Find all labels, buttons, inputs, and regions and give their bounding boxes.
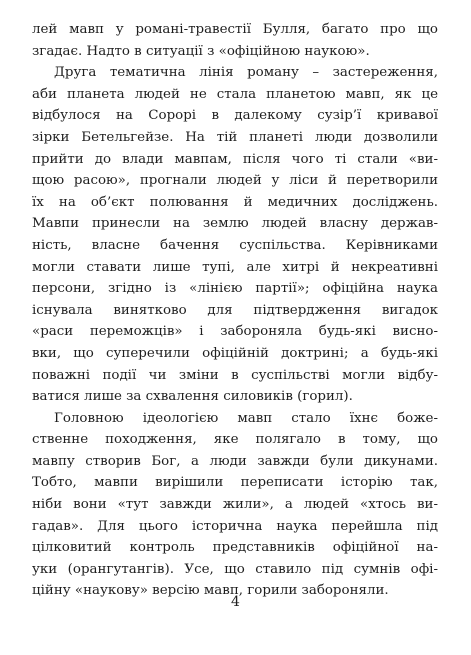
text-line-14: існувала винятково для підтвердження вигадок	[32, 302, 438, 318]
text-line-25: цілковитий контроль представників офіційної на-	[32, 540, 438, 556]
text-line-13: персони, згідно із «лінією партії»; офіційна наука	[32, 281, 438, 297]
text-line-17: поважні події чи зміни в суспільстві могли відбу-	[32, 367, 438, 383]
text-line-1: лей мавп у романі-травестії Булля, багато про що	[32, 22, 438, 37]
text-line-8: щою расою», прогнали людей у ліси й перетворили	[32, 173, 438, 189]
text-line-7: прийти до влади мавпам, після чого ті стали «ви-	[32, 151, 438, 167]
text-line-23: ніби вони «тут завжди жили», а людей «хтось ви-	[32, 497, 438, 513]
text-line-10: Мавпи принесли на землю людей власну держав-	[32, 216, 438, 232]
text-line-3: Друга тематична лінія роману – застереження,	[54, 65, 438, 81]
text-line-19: Головною ідеологією мавп стало їхнє боже-	[54, 410, 438, 426]
text-line-22: Тобто, мавпи вирішили переписати історію так,	[32, 475, 438, 491]
text-line-11: ність, власне бачення суспільства. Керівниками	[32, 237, 438, 253]
text-line-15: «раси переможців» і забороняла будь-які висно-	[32, 324, 438, 340]
paragraph-1	[32, 19, 438, 62]
text-line-27: ційну «наукову» версію мавп, горили забороняли.	[32, 583, 389, 599]
text-line-4: аби планета людей не стала планетою мавп, як це	[32, 86, 438, 102]
text-line-12: могли ставати лише тупі, але хитрі й некреативні	[32, 259, 438, 275]
text-line-26: уки (орангутангів). Усе, що ставило під сумнів офі-	[32, 561, 438, 577]
text-line-9: їх на об’єкт полювання й медичних досліджень.	[32, 194, 438, 210]
text-line-5: відбулося на Сорорі в далекому сузір’ї кривавої	[32, 108, 438, 124]
text-line-2: згадає. Надто в ситуації з «офіційною наукою».	[32, 43, 370, 59]
paragraph-3	[32, 408, 438, 602]
text-line-24: гадав». Для цього історична наука перейшла під	[32, 518, 438, 534]
text-line-18: ватися лише за схвалення силовиків (горил).	[32, 389, 353, 405]
text-line-21: мавпу створив Бог, а люди завжди були дикунами.	[32, 453, 438, 469]
text-line-16: вки, що суперечили офіційній доктрині; а будь-які	[32, 345, 438, 361]
document-body	[32, 19, 438, 602]
text-line-6: зірки Бетельгейзе. На тій планеті люди дозволили	[32, 129, 438, 145]
text-line-20: ственне походження, яке полягало в тому, що	[32, 432, 438, 448]
page-number: 4	[231, 594, 240, 610]
paragraph-2	[32, 62, 438, 408]
